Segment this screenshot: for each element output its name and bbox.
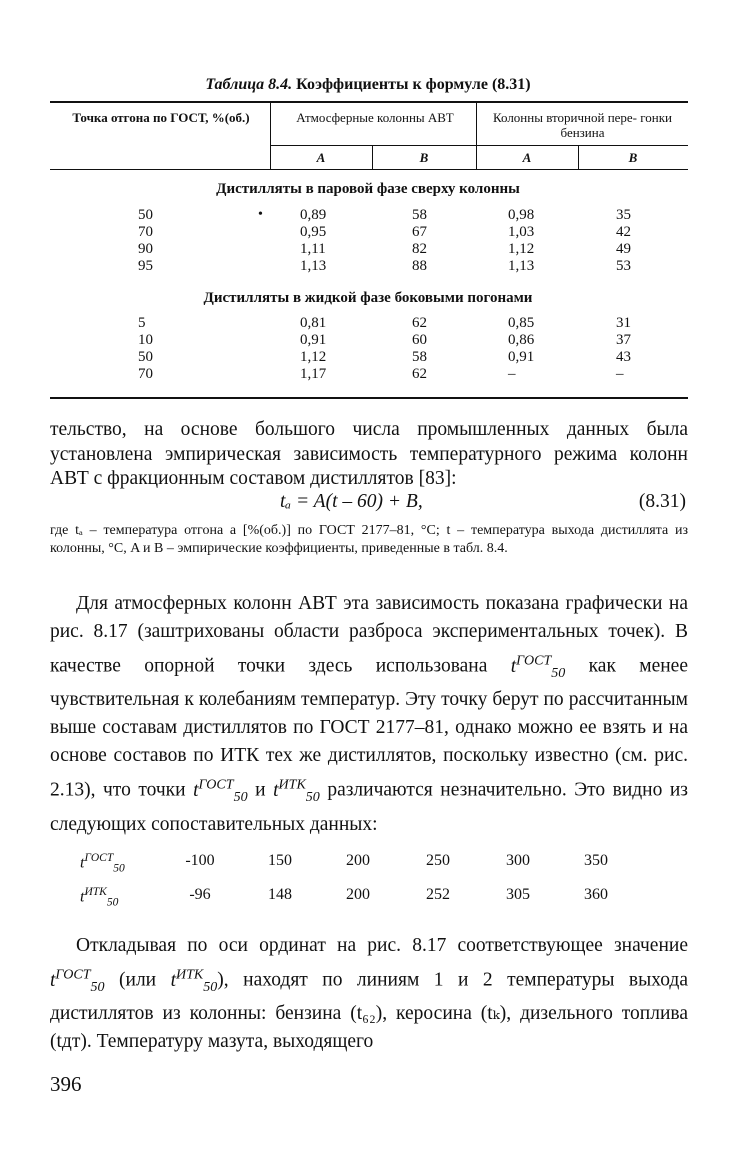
sym-gost: ГОСТ	[55, 966, 91, 982]
cell-point: 70	[138, 224, 153, 240]
cmp-value: -96	[189, 886, 211, 903]
sym-t: t	[170, 969, 176, 991]
sym-50: 50	[113, 862, 125, 875]
t50-gost-symbol-2	[193, 776, 248, 805]
cell-b2: 42	[616, 224, 631, 240]
section-title-vapor: Дистилляты в паровой фазе сверху колонны	[216, 181, 520, 197]
sym-50: 50	[203, 978, 218, 995]
cmp-value: -100	[185, 852, 215, 869]
cell-a1: 0,81	[300, 315, 327, 331]
table-caption-prefix: Таблица 8.4.	[205, 76, 293, 93]
subheader-b1: B	[419, 150, 429, 165]
sym-gost: ГОСТ	[516, 652, 552, 668]
table-row	[0, 258, 736, 277]
cmp-value: 250	[426, 852, 450, 869]
paragraph-3-text	[50, 932, 688, 1056]
cell-b1: 88	[412, 258, 427, 274]
t50-itk-symbol-2	[170, 966, 218, 995]
cell-b2: 37	[616, 332, 631, 348]
cmp-value: 350	[584, 852, 608, 869]
cell-b2: –	[616, 366, 624, 382]
cell-b2: 53	[616, 258, 631, 274]
cell-point: 50	[138, 207, 153, 223]
sym-itk: ИТК	[278, 776, 306, 793]
cell-b2: 43	[616, 349, 631, 365]
paragraph-2-text	[50, 590, 688, 839]
row-label-t50-itk	[80, 886, 118, 909]
cell-a1: 1,13	[300, 258, 327, 274]
cell-a2: –	[508, 366, 516, 382]
cmp-value: 360	[584, 886, 608, 903]
p2-part-b: как менее чувствительная к колебаниям температур. Эту точку берут по рассчитанным выше составам дистиллятов по ГОСТ 2177–81, однако можно ее взять и на основе составов по ИТК тех же дистиллятов, поскольку известно (см. рис. 2.13), что точки	[50, 655, 688, 801]
header-secondary-columns: Колонны вторичной пере- гонки бензина	[492, 110, 673, 140]
table-row	[0, 366, 736, 385]
header-point: Точка отгона по ГОСТ, %(об.)	[72, 110, 250, 125]
sym-t: t	[80, 854, 85, 872]
cell-a1: 1,12	[300, 349, 327, 365]
table-caption-text: Коэффициенты к формуле (8.31)	[296, 76, 531, 93]
cell-a2: 1,03	[508, 224, 535, 240]
p2-part-c: и	[247, 779, 274, 801]
sym-50: 50	[233, 788, 248, 805]
cell-b2: 49	[616, 241, 631, 257]
cell-a2: 1,13	[508, 258, 535, 274]
paragraph-3	[50, 932, 688, 1056]
paragraph-1-text: тельство, на основе большого числа промышленных данных была установлена эмпирическая зависимость температурного режима колонн АВТ с фракционным составом дистиллятов [83]:	[50, 419, 688, 489]
t50-itk-symbol	[273, 776, 320, 805]
formula-number: (8.31)	[638, 491, 686, 512]
page-number: 396	[50, 1072, 82, 1096]
t50-gost-symbol	[510, 652, 566, 681]
table-caption	[0, 76, 736, 94]
cell-a1: 1,17	[300, 366, 327, 382]
table-bottom-rule	[50, 397, 688, 399]
subheader-b2: B	[628, 150, 638, 165]
sym-50: 50	[551, 664, 566, 681]
cell-b1: 67	[412, 224, 427, 240]
cell-point: 95	[138, 258, 153, 274]
sym-itk: ИТК	[176, 966, 204, 982]
sym-50: 50	[305, 788, 320, 805]
table-top-rule	[50, 101, 688, 103]
cell-b1: 58	[412, 207, 427, 223]
cell-a2: 0,85	[508, 315, 535, 331]
t50-gost-symbol-3	[50, 966, 105, 995]
sym-t: t	[273, 779, 279, 801]
stray-mark: •	[258, 207, 263, 222]
formula-expression: tₐ = A(t – 60) + B,	[280, 491, 423, 512]
cell-a1: 0,91	[300, 332, 327, 348]
cell-a1: 0,95	[300, 224, 327, 240]
sym-t: t	[510, 655, 517, 677]
sym-t: t	[50, 969, 56, 991]
cmp-value: 305	[506, 886, 530, 903]
cell-point: 5	[138, 315, 146, 331]
cell-point: 50	[138, 349, 153, 365]
cmp-value: 150	[268, 852, 292, 869]
cell-a1: 0,89	[300, 207, 327, 223]
paragraph-1	[50, 418, 688, 492]
cell-b1: 62	[412, 315, 427, 331]
cell-b1: 60	[412, 332, 427, 348]
cell-a2: 0,86	[508, 332, 535, 348]
cell-a2: 0,91	[508, 349, 535, 365]
cell-a2: 0,98	[508, 207, 535, 223]
section-title-liquid: Дистилляты в жидкой фазе боковыми погонами	[203, 290, 533, 306]
cell-b2: 35	[616, 207, 631, 223]
header-atm-columns: Атмосферные колонны АВТ	[296, 110, 454, 125]
sym-gost: ГОСТ	[84, 852, 114, 864]
subheader-a1: A	[316, 150, 326, 165]
cmp-value: 148	[268, 886, 292, 903]
sym-t: t	[193, 779, 199, 801]
cell-b1: 82	[412, 241, 427, 257]
p3-part-b: (или	[104, 969, 171, 991]
subheader-a2: A	[522, 150, 532, 165]
cell-b1: 62	[412, 366, 427, 382]
sym-50: 50	[106, 896, 119, 909]
cmp-value: 252	[426, 886, 450, 903]
formula-note: где tₐ – температура отгона a [%(об.)] по ГОСТ 2177–81, °С; t – температура выхода дистиллята из колонны, °С, A и B – эмпирические коэффициенты, приведенные в табл. 8.4.	[50, 523, 688, 556]
row-label-t50-gost	[80, 852, 125, 875]
cell-point: 90	[138, 241, 153, 257]
p2-part-d: различаются незначительно. Это видно из следующих сопоставительных данных:	[50, 779, 689, 835]
cmp-value: 300	[506, 852, 530, 869]
paragraph-2	[50, 590, 688, 839]
cell-a1: 1,11	[300, 241, 326, 257]
cell-b2: 31	[616, 315, 631, 331]
table-subheader-rule	[270, 145, 688, 146]
sym-50: 50	[90, 978, 105, 995]
cell-point: 70	[138, 366, 153, 382]
cell-a2: 1,12	[508, 241, 535, 257]
cmp-value: 200	[346, 886, 370, 903]
table-header-bottom-rule	[50, 169, 688, 170]
sym-itk: ИТК	[84, 886, 107, 898]
sym-gost: ГОСТ	[198, 776, 234, 793]
cell-point: 10	[138, 332, 153, 348]
p2-part-a: Для атмосферных колонн АВТ эта зависимость показана графически на рис. 8.17 (заштрихованы области разброса экспериментальных точек). В качестве опорной точки здесь использована	[50, 593, 688, 677]
cmp-value: 200	[346, 852, 370, 869]
cell-b1: 58	[412, 349, 427, 365]
p3-part-a: Откладывая по оси ординат на рис. 8.17 соответствующее значение	[76, 935, 688, 956]
p3-part-c: ), находят по линиям 1 и 2 температуры выхода дистиллятов из колонны: бензина (t₆₂), керосина (tₖ), дизельного топлива (tдт). Температуру мазута, выходящего	[50, 969, 688, 1053]
sym-t: t	[80, 888, 85, 906]
